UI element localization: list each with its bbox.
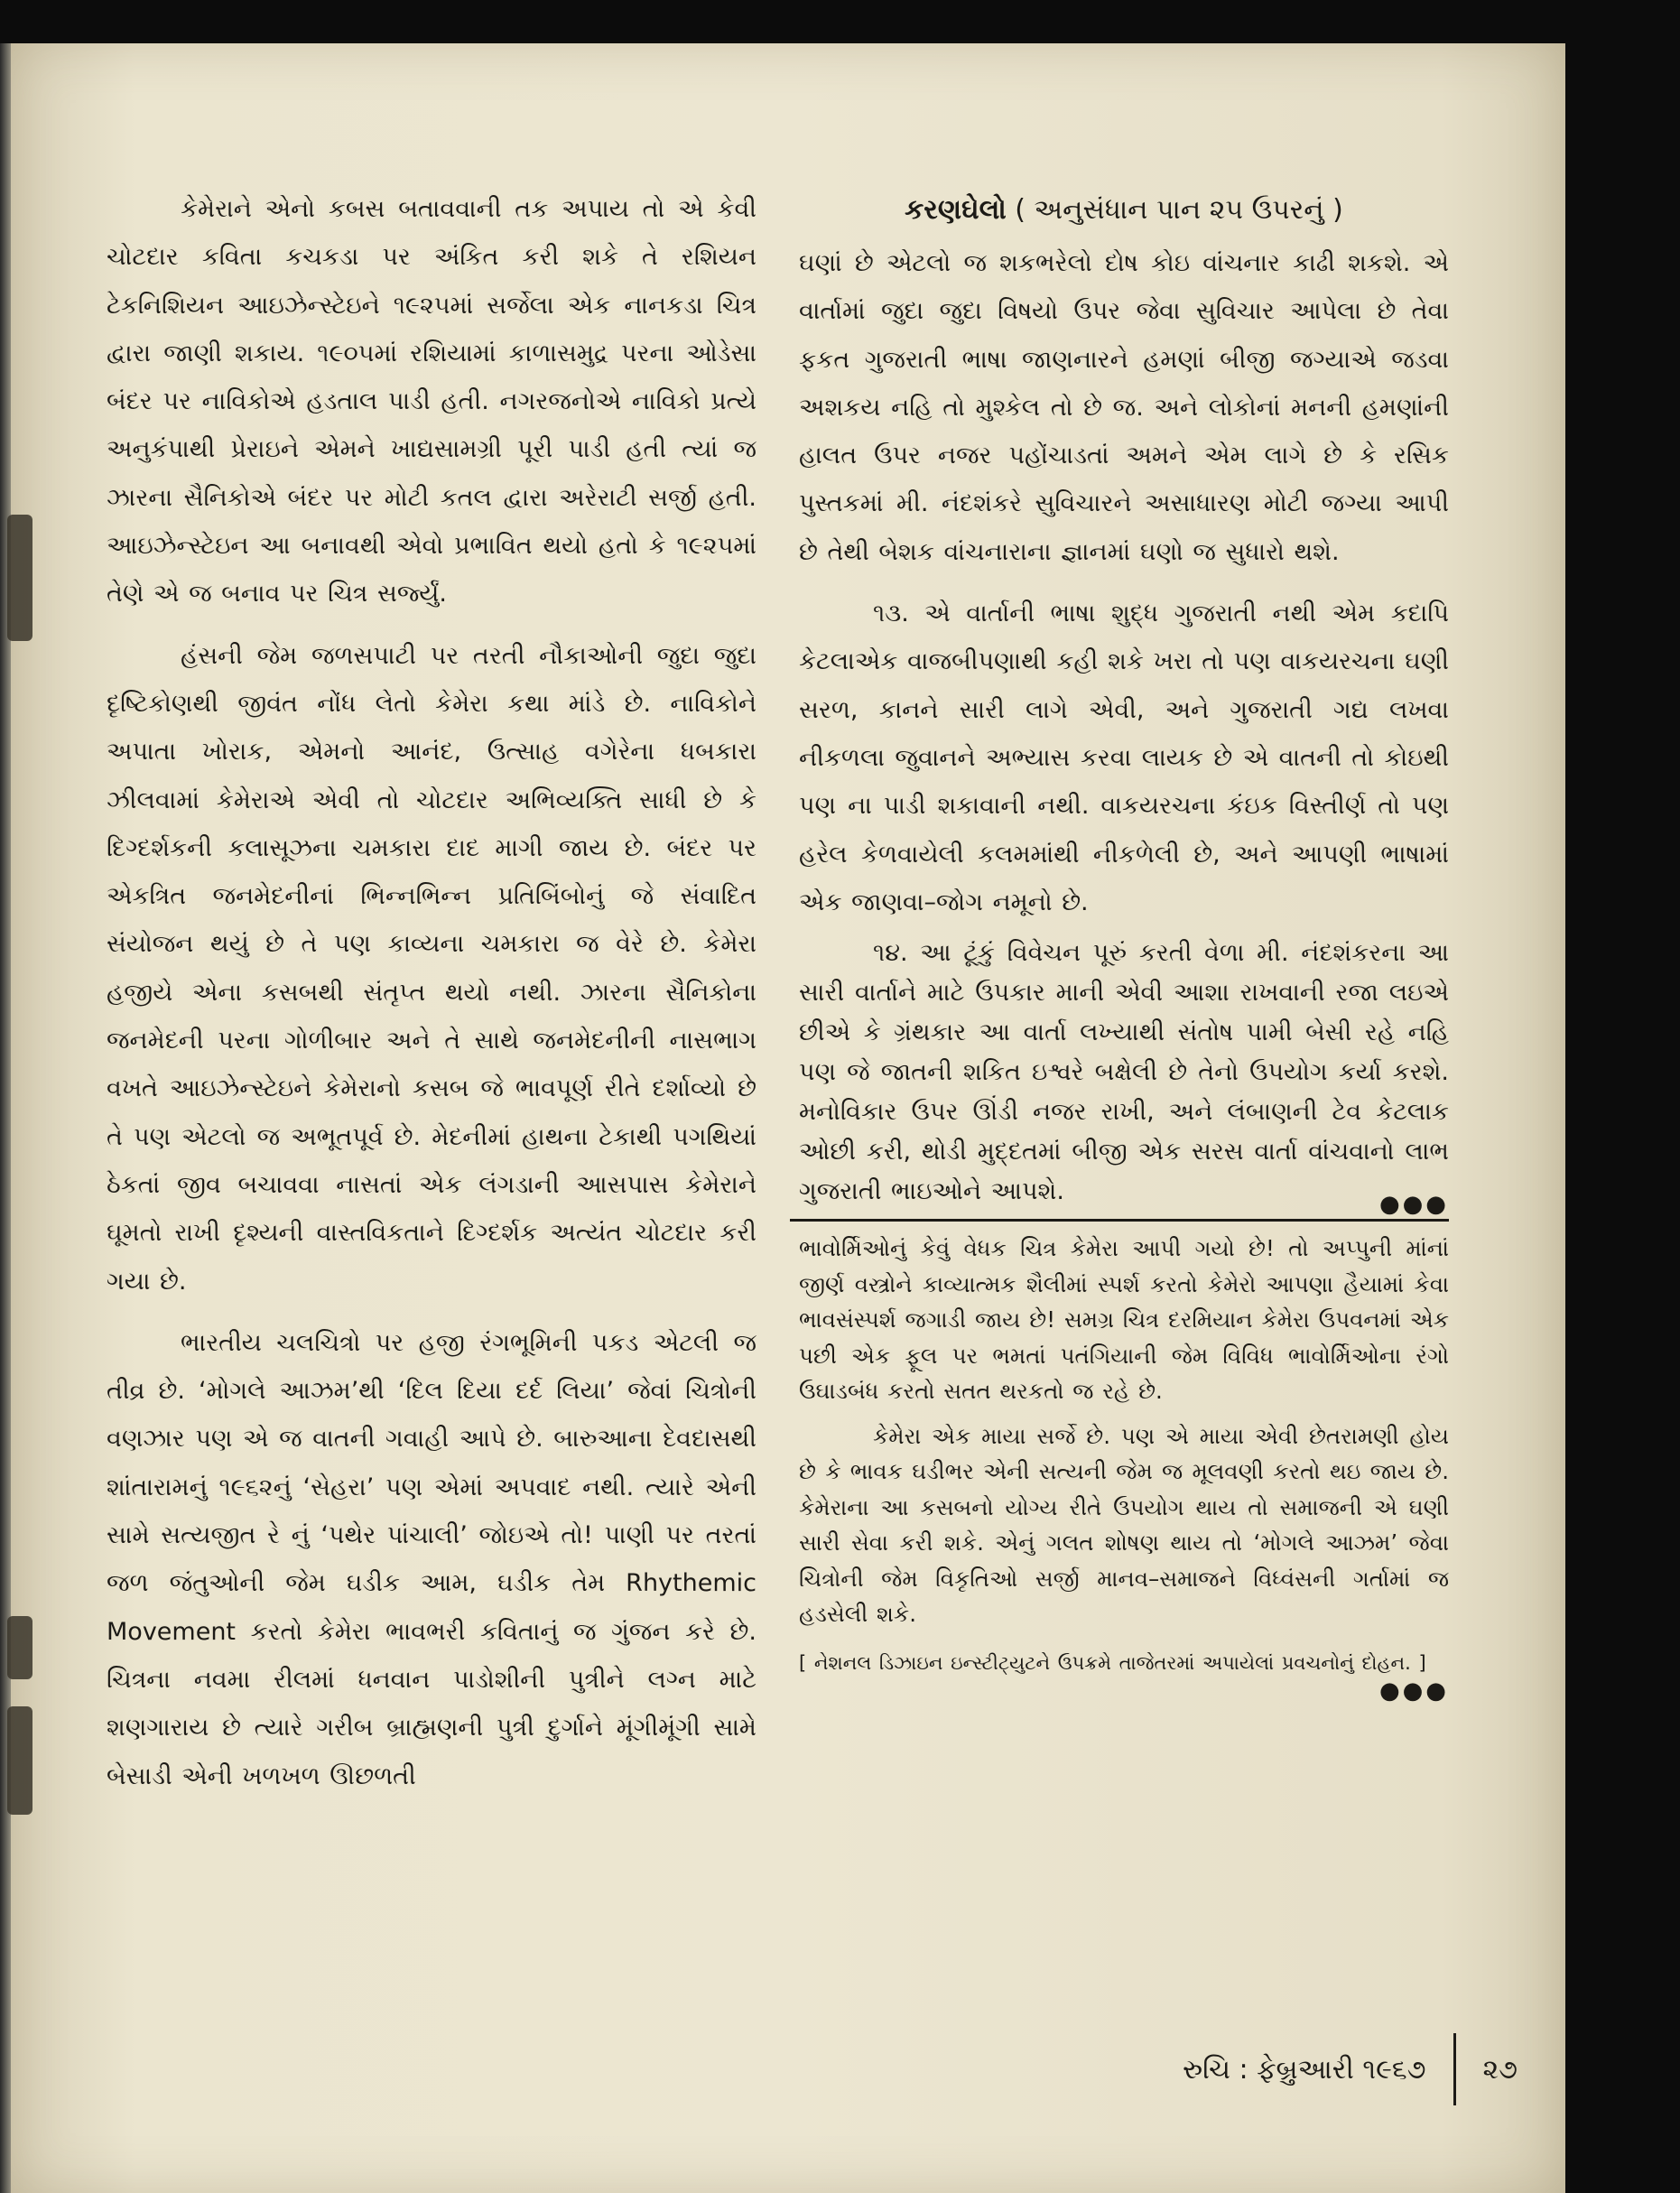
page-number: ૨૭ <box>1482 2053 1518 2086</box>
binding-damage-upper <box>7 515 32 641</box>
story-title: કરણઘેલો <box>905 194 1007 226</box>
end-ornament-2: ●●● <box>1378 1677 1449 1705</box>
right-column <box>799 185 1449 1705</box>
continued-article <box>799 1231 1449 1705</box>
binding-damage-lower <box>7 1616 32 1679</box>
right-paragraph-1: ઘણાં છે એટલો જ શકભરેલો દોષ કોઇ વાંચનાર કાઢી શકશે. એ વાર્તામાં જુદા જુદા વિષયો ઉપર જેવા સુવિચાર આપેલા છે તેવા ફકત ગુજરાતી ભાષા જાણનારને હમણાં બીજી જગ્યાએ જડવા અશકય નહિ તો મુશ્કેલ તો છે જ. અને લોકોનાં મનની હમણાંની હાલત ઉપર નજર પહોંચાડતાં અમને એમ લાગે છે કે રસિક પુસ્તકમાં મી. નંદશંકરે સુવિચારને અસાધારણ મોટી જગ્યા આપી છે તેથી બેશક વાંચનારાના જ્ઞાનમાં ઘણો જ સુધારો થશે. <box>799 249 1449 566</box>
continuation-heading <box>799 185 1449 236</box>
page-left-edge <box>0 43 11 2193</box>
continued-paragraph-2: કેમેરા એક માયા સર્જે છે. પણ એ માયા એવી છેતરામણી હોય છે કે ભાવક ઘડીભર એની સત્યની જેમ જ મૂલવણી કરતો થઇ જાય છે. કેમેરાના આ કસબનો યોગ્ય રીતે ઉપયોગ થાય તો સમાજની એ ઘણી સારી સેવા કરી શકે. એનું ગલત શોષણ થાય તો ‘મોગલે આઝમ’ જેવા ચિત્રોની જેમ વિકૃતિઓ સર્જી માનવ–સમાજને વિધ્વંસની ગર્તામાં જ હડસેલી શકે. <box>799 1422 1449 1628</box>
left-paragraph-2: હંસની જેમ જળસપાટી પર તરતી નૌકાઓની જુદા જુદા દૃષ્ટિકોણથી જીવંત નોંધ લેતો કેમેરા કથા માંડે છે. નાવિકોને અપાતા ખોરાક, એમનો આનંદ, ઉત્સાહ વગેરેના ધબકારા ઝીલવામાં કેમેરાએ એવી તો ચોટદાર અભિવ્યક્તિ સાધી છે કે દિગ્દર્શકની કલાસૂઝના ચમકારા દાદ માગી જાય છે. બંદર પર એકત્રિત જનમેદનીનાં ભિન્નભિન્ન પ્રતિબિંબોનું જે સંવાદિત સંયોજન થયું છે તે પણ કાવ્યના ચમકારા જ વેરે છે. કેમેરા હજીયે એના કસબથી સંતૃપ્ત થયો નથી. ઝારના સૈનિકોના જનમેદની પરના ગોળીબાર અને તે સાથે જનમેદનીની નાસભાગ વખતે આઇઝેન્સ્ટેઇને કેમેરાનો કસબ જે ભાવપૂર્ણ રીતે દર્શાવ્યો છે તે પણ એટલો જ અભૂતપૂર્વ છે. મેદનીમાં હાથના ટેકાથી પગથિયાં ઠેકતાં જીવ બચાવવા નાસતાં એક લંગડાની આસપાસ કેમેરાને ઘૂમતો રાખી દૃશ્યની વાસ્તવિકતાને દિગ્દર્શક અત્યંત ચોટદાર કરી ગયા છે. <box>107 641 756 1296</box>
page-footer <box>1183 2033 1518 2105</box>
left-paragraph-3: ભારતીય ચલચિત્રો પર હજી રંગભૂમિની પકડ એટલી જ તીવ્ર છે. ‘મોગલે આઝમ’થી ‘દિલ દિયા દર્દ લિયા’ જેવાં ચિત્રોની વણઝાર પણ એ જ વાતની ગવાહી આપે છે. બારુઆના દેવદાસથી શાંતારામનું ૧૯૬૨નું ‘સેહરા’ પણ એમાં અપવાદ નથી. ત્યારે એની સામે સત્યજીત રે નું ‘પથેર પાંચાલી’ જોઇએ તો! પાણી પર તરતાં જળ જંતુઓની જેમ ઘડીક આમ, ઘડીક તેમ Rhythemic Movement કરતો કેમેરા ભાવભરી કવિતાનું જ ગુંજન કરે છે. ચિત્રના નવમા રીલમાં ધનવાન પાડોશીની પુત્રીને લગ્ન માટે શણગારાય છે ત્યારે ગરીબ બ્રાહ્મણની પુત્રી દુર્ગાને મૂંગીમૂંગી સામે બેસાડી એની ખળખળ ઊછળતી <box>107 1328 757 1790</box>
footer-divider <box>1453 2033 1456 2105</box>
continued-paragraph-1: ભાવોર્મિઓનું કેવું વેધક ચિત્ર કેમેરા આપી ગયો છે! તો અપ્પુની માંનાં જીર્ણ વસ્ત્રોને કાવ્યાત્મક શૈલીમાં સ્પર્શ કરતો કેમેરો આપણા હૈયામાં કેવા ભાવસંસ્પર્શ જગાડી જાય છે! સમગ્ર ચિત્ર દરમિયાન કેમેરા ઉપવનમાં એક પછી એક ફૂલ પર ભમતાં પતંગિયાની જેમ વિવિધ ભાવોર્મિઓના રંગો ઉઘાડબંધ કરતો સતત થરકતો જ રહે છે. <box>799 1235 1449 1405</box>
section-divider <box>790 1219 1449 1222</box>
left-column <box>107 185 756 1800</box>
magazine-issue: રુચિ : ફેબ્રુઆરી ૧૯૬૭ <box>1183 2053 1426 2086</box>
left-paragraph-1: કેમેરાને એનો કબસ બતાવવાની તક અપાય તો એ કેવી ચોટદાર કવિતા કચકડા પર અંકિત કરી શકે તે રશિયન ટેકનિશિયન આઇઝેન્સ્ટેઇને ૧૯૨૫માં સર્જેલા એક નાનકડા ચિત્ર દ્વારા જાણી શકાય. ૧૯૦૫માં રશિયામાં કાળાસમુદ્ર પરના ઓડેસા બંદર પર નાવિકોએ હડતાલ પાડી હતી. નગરજનોએ નાવિકો પ્રત્યે અનુકંપાથી પ્રેરાઇને એમને ખાદ્યસામગ્રી પૂરી પાડી હતી ત્યાં જ ઝારના સૈનિકોએ બંદર પર મોટી કતલ દ્વારા અરેરાટી સર્જી હતી. આઇઝેન્સ્ટેઇન આ બનાવથી એવો પ્રભાવિત થયો હતો કે ૧૯૨૫માં તેણે એ જ બનાવ પર ચિત્ર સર્જ્યું. <box>107 195 756 609</box>
end-ornament-1: ●●● <box>1378 1191 1449 1219</box>
continuation-note: ( અનુસંધાન પાન ૨૫ ઉપરનું ) <box>1006 194 1343 226</box>
right-paragraph-2: ૧૩. એ વાર્તાની ભાષા શુદ્ધ ગુજરાતી નથી એમ કદાપિ કેટલાએક વાજબીપણાથી કહી શકે ખરા તો પણ વાકયરચના ઘણી સરળ, કાનને સારી લાગે એવી, અને ગુજરાતી ગદ્ય લખવા નીકળલા જુવાનને અભ્યાસ કરવા લાયક છે એ વાતની તો કોઇથી પણ ના પાડી શકાવાની નથી. વાકયરચના કંઇક વિસ્તીર્ણ તો પણ હરેલ કેળવાયેલી કલમમાંથી નીકળેલી છે, અને આપણી ભાષામાં એક જાણવા–જોગ નમૂનો છે. <box>799 599 1449 916</box>
binding-damage-bottom <box>7 1706 32 1815</box>
right-paragraph-3: ૧૪. આ ટૂંકું વિવેચન પૂરું કરતી વેળા મી. નંદશંકરના આ સારી વાર્તાને માટે ઉપકાર માની એવી આશા રાખવાની રજા લઇએ છીએ કે ગ્રંથકાર આ વાર્તા લખ્યાથી સંતોષ પામી બેસી રહે નહિ પણ જે જાતની શકિત ઇશ્વરે બક્ષેલી છે તેનો ઉપયોગ કર્યા કરશે. મનોવિકાર ઉપર ઊંડી નજર રાખી, અને લંબાણની ટેવ કેટલાક ઓછી કરી, થોડી મુદ્દતમાં બીજી એક સરસ વાર્તા વાંચવાનો લાભ ગુજરાતી ભાઇઓને આપશે. <box>799 939 1449 1206</box>
source-note: [ નેશનલ ડિઝાઇન ઇન્સ્ટીટ્યુટને ઉપક્રમે તાજેતરમાં અપાયેલાં પ્રવચનોનું દોહન. ] <box>799 1651 1426 1674</box>
